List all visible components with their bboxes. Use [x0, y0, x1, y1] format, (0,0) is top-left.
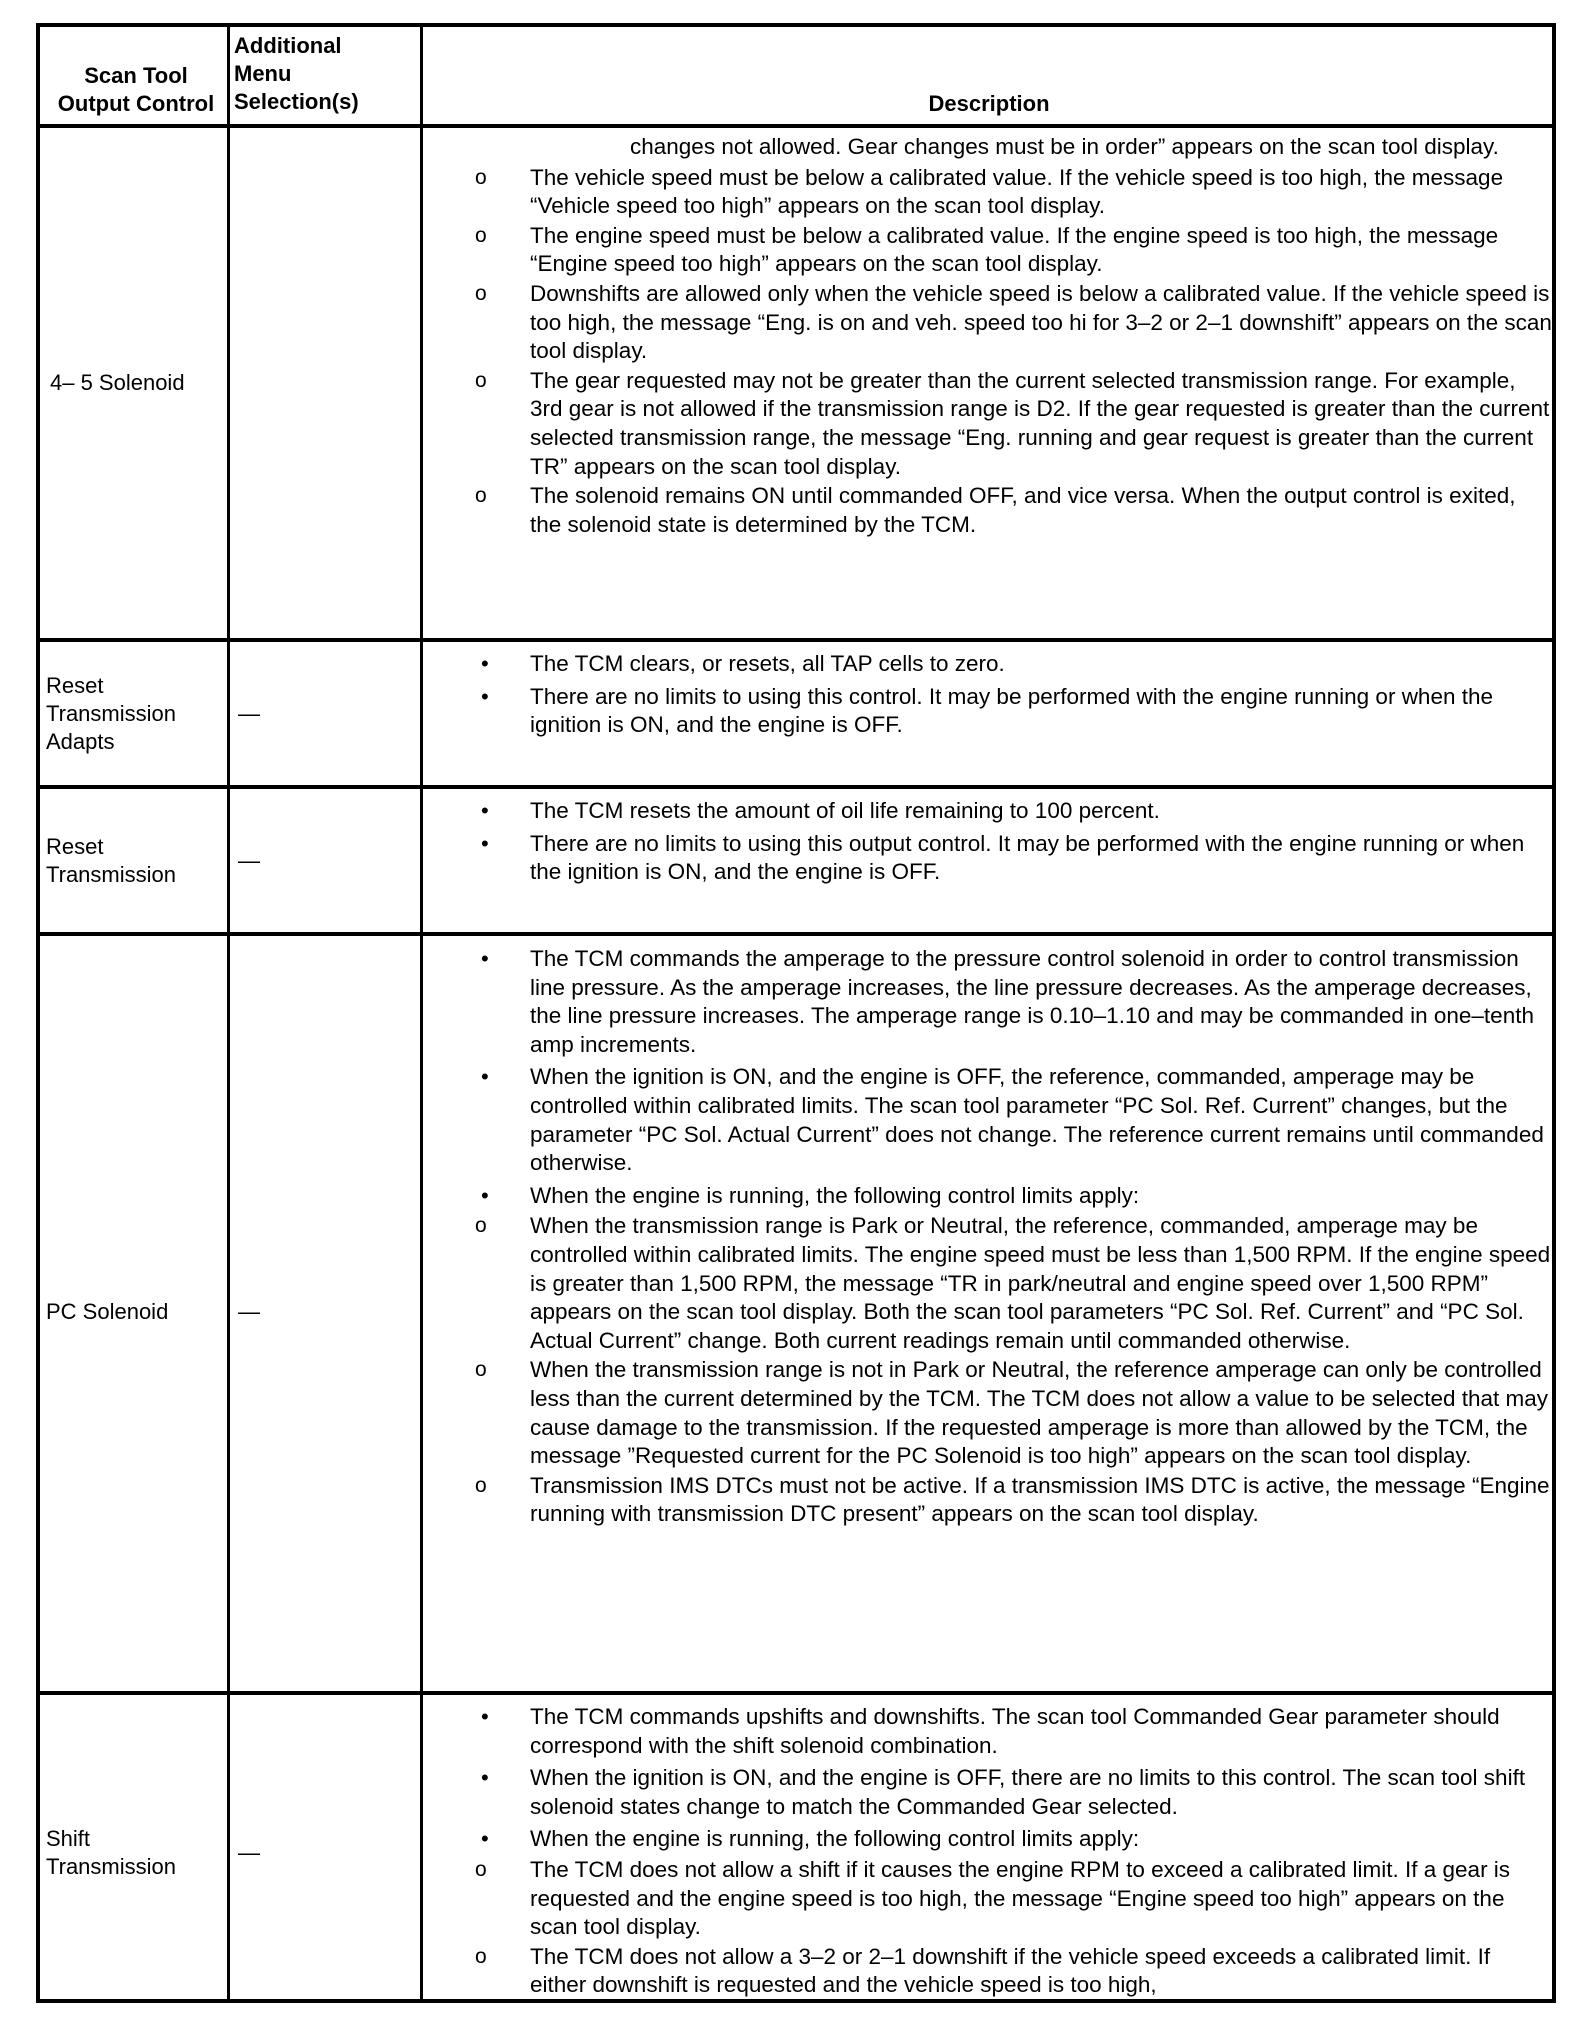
- sub-list-item: o When the transmission range is Park or Neutral, the reference, commanded, amperage may be controlled within calibrated limits. The engine speed must be less than 1,500 RPM. If the engine speed is greater than 1,500 RPM, the message “TR in park/neutral and engine speed over 1,500 RPM” appears on the scan tool display. Both the scan tool parameters “PC Sol. Ref. Current” and “PC Sol. Actual Current” change. Both current readings remain until commanded otherwise.: [430, 1212, 1552, 1355]
- list-item: o Downshifts are allowed only when the vehicle speed is below a calibrated value. If the vehicle speed is too high, the message “Eng. is on and veh. speed too hi for 3–2 or 2–1 downshift” appears on the scan tool display.: [430, 280, 1552, 366]
- row-divider-2: [40, 785, 1552, 789]
- row-shift-transmission-description: [430, 1703, 1552, 2004]
- control-line: Shift: [46, 1826, 91, 1851]
- control-line: Transmission: [46, 1854, 176, 1879]
- list-item: • There are no limits to using this output control. It may be performed with the engine running or when the ignition is ON, and the engine is OFF.: [430, 830, 1552, 887]
- row-divider-1: [40, 638, 1552, 642]
- row-reset-transmission-adapts-description: [430, 650, 1552, 744]
- row-shift-transmission-menu: —: [238, 1840, 260, 1865]
- list-item: o The vehicle speed must be below a calibrated value. If the vehicle speed is too high, the message “Vehicle speed too high” appears on the scan tool display.: [430, 164, 1552, 221]
- sub-list: [430, 1856, 1552, 2000]
- list-item: • The TCM commands upshifts and downshifts. The scan tool Commanded Gear parameter should correspond with the shift solenoid combination.: [430, 1703, 1552, 1760]
- continuation-text: changes not allowed. Gear changes must be in order” appears on the scan tool display.: [630, 134, 1499, 159]
- sub-list-item: o The TCM does not allow a shift if it causes the engine RPM to exceed a calibrated limit. If a gear is requested and the engine speed is too high, the message “Engine speed too high” appears on the scan tool display.: [430, 1856, 1552, 1942]
- bullet-list: [430, 1703, 1552, 2000]
- header-col2-line2: Menu: [234, 61, 292, 86]
- control-line: Reset: [46, 673, 104, 698]
- sub-list-item: o The TCM does not allow a 3–2 or 2–1 downshift if the vehicle speed exceeds a calibrated limit. If either downshift is requested and the vehicle speed is too high,: [430, 1943, 1552, 2000]
- header-col2-line1: Additional: [234, 33, 342, 58]
- list-item-text: When the engine is running, the following control limits apply:: [530, 1182, 1140, 1208]
- row-reset-transmission-description: [430, 797, 1552, 891]
- list-item: o The solenoid remains ON until commanded OFF, and vice versa. When the output control is exited, the solenoid state is determined by the TCM.: [430, 482, 1552, 539]
- list-item: • When the ignition is ON, and the engine is OFF, the reference, commanded, amperage may be controlled within calibrated limits. The scan tool parameter “PC Sol. Ref. Current” changes, but the parameter “PC Sol. Actual Current” does not change. The reference current remains until commanded otherwise.: [430, 1063, 1552, 1177]
- list-item: • There are no limits to using this control. It may be performed with the engine running or when the ignition is ON, and the engine is OFF.: [430, 683, 1552, 740]
- sub-list-item: o When the transmission range is not in Park or Neutral, the reference amperage can only be controlled less than the current determined by the TCM. The TCM does not allow a value to be selected that may cause damage to the transmission. If the requested amperage is more than allowed by the TCM, the message ”Requested current for the PC Solenoid is too high” appears on the scan tool display.: [430, 1356, 1552, 1470]
- sub-list: [430, 164, 1552, 540]
- row-reset-transmission-menu: —: [238, 848, 260, 873]
- control-line: Transmission: [46, 862, 176, 887]
- header-col1-line2: Output Control: [57, 91, 215, 116]
- list-item: • The TCM commands the amperage to the pressure control solenoid in order to control transmission line pressure. As the amperage increases, the line pressure decreases. As the amperage decreases, the line pressure increases. The amperage range is 0.10–1.10 and may be commanded in one–tenth amp increments.: [430, 945, 1552, 1059]
- list-item: o The engine speed must be below a calibrated value. If the engine speed is too high, the message “Engine speed too high” appears on the scan tool display.: [430, 222, 1552, 279]
- header-description: Description: [928, 91, 1050, 116]
- row-4-5-solenoid-description: [430, 133, 1552, 540]
- list-item: • When the ignition is ON, and the engine is OFF, there are no limits to this control. The scan tool shift solenoid states change to match the Commanded Gear selected.: [430, 1764, 1552, 1821]
- header-col2-line3: Selection(s): [234, 89, 359, 114]
- row-reset-transmission-adapts-control: [46, 672, 230, 756]
- row-pc-solenoid-menu: —: [238, 1299, 260, 1324]
- output-control-table: [36, 23, 1556, 2003]
- row-reset-transmission-adapts-menu: —: [238, 701, 260, 726]
- list-item: • The TCM resets the amount of oil life remaining to 100 percent.: [430, 797, 1552, 826]
- control-line: Transmission: [46, 701, 176, 726]
- control-line: Reset: [46, 834, 104, 859]
- list-item: • The TCM clears, or resets, all TAP cells to zero.: [430, 650, 1552, 679]
- bullet-list: [430, 797, 1552, 887]
- row-divider-4: [40, 1691, 1552, 1695]
- list-item: [430, 1825, 1552, 2000]
- row-pc-solenoid-description: [430, 945, 1552, 1533]
- list-item: [430, 1182, 1552, 1529]
- header-scan-tool-output-control: [46, 62, 226, 118]
- header-divider: [40, 124, 1552, 128]
- bullet-list: [430, 945, 1552, 1529]
- row-reset-transmission-control: [46, 833, 230, 889]
- row-pc-solenoid-control: PC Solenoid: [46, 1299, 169, 1324]
- bullet-list: [430, 650, 1552, 740]
- header-additional-menu-selections: [234, 32, 418, 116]
- sub-list: [430, 1212, 1552, 1529]
- column-divider-1: [227, 27, 230, 1999]
- row-4-5-solenoid-control: 4– 5 Solenoid: [50, 370, 185, 395]
- row-shift-transmission-control: [46, 1825, 230, 1881]
- header-col1-line1: Scan Tool: [84, 63, 188, 88]
- list-item-text: When the engine is running, the following control limits apply:: [530, 1826, 1140, 1852]
- row-divider-3: [40, 932, 1552, 936]
- list-item: o The gear requested may not be greater than the current selected transmission range. For example, 3rd gear is not allowed if the transmission range is D2. If the gear requested is greater than the current selected transmission range, the message “Eng. running and gear request is greater than the current TR” appears on the scan tool display.: [430, 367, 1552, 481]
- control-line: Adapts: [46, 729, 115, 754]
- column-divider-2: [420, 27, 423, 1999]
- sub-list-item: o Transmission IMS DTCs must not be active. If a transmission IMS DTC is active, the message “Engine running with transmission DTC present” appears on the scan tool display.: [430, 1472, 1552, 1529]
